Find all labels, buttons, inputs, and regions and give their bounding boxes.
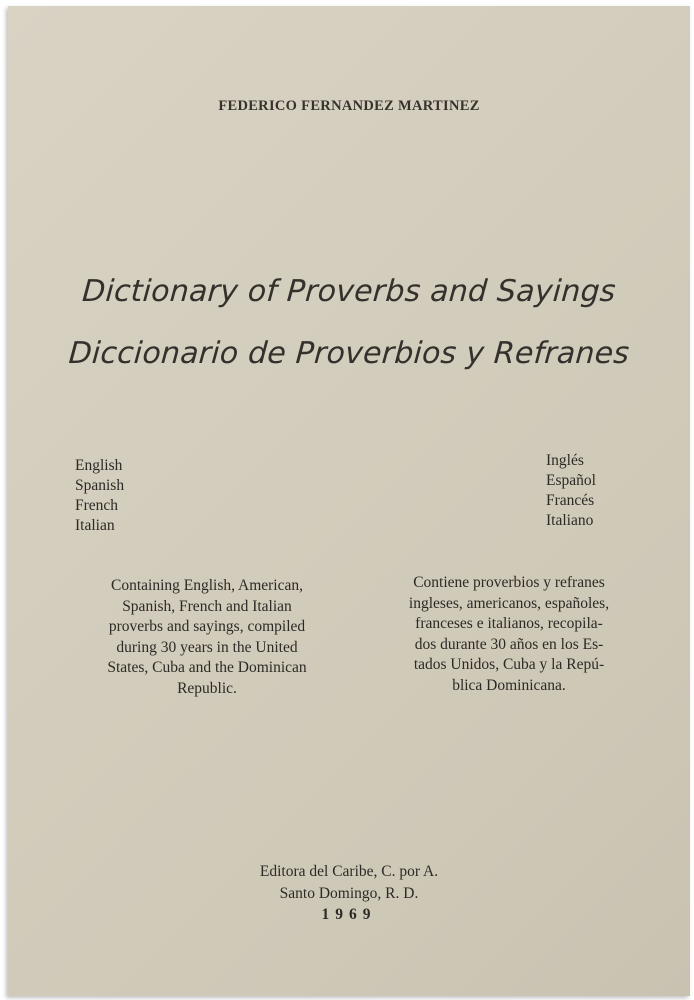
language-item: Italiano <box>546 512 594 529</box>
description-line: Contiene proverbios y refranes <box>413 574 605 591</box>
description-line: Spanish, French and Italian <box>122 597 292 615</box>
description-line: Containing English, American, <box>110 577 303 594</box>
language-item: Italian <box>75 517 115 534</box>
description-english <box>72 576 342 699</box>
description-line: tados Unidos, Cuba y la Repú- <box>413 656 605 673</box>
language-item: Español <box>546 472 596 489</box>
title-spanish: Diccionario de Proverbios y Refranes <box>67 336 631 371</box>
publisher-name: Editora del Caribe, C. por A. <box>259 863 439 880</box>
description-spanish <box>378 573 640 696</box>
language-item: French <box>75 497 119 514</box>
description-line: States, Cuba and the Dominican <box>107 659 307 676</box>
publisher-city: Santo Domingo, R. D. <box>279 885 419 902</box>
language-item: Inglés <box>546 452 584 469</box>
title-english: Dictionary of Proverbs and Sayings <box>81 274 617 309</box>
description-line: ingleses, americanos, españoles, <box>408 594 610 612</box>
description-line: blica Dominicana. <box>452 676 566 694</box>
description-line: during 30 years in the United <box>116 638 298 656</box>
author-name: FEDERICO FERNANDEZ MARTINEZ <box>218 98 480 114</box>
language-item: Spanish <box>75 477 125 494</box>
description-line: dos durante 30 años en los Es- <box>414 635 604 653</box>
languages-english-list <box>75 456 124 536</box>
language-item: English <box>75 457 123 474</box>
publication-year: 1969 <box>321 906 377 923</box>
languages-spanish-list <box>546 451 596 531</box>
description-line: proverbs and sayings, compiled <box>108 618 306 635</box>
description-line: Republic. <box>177 679 237 697</box>
language-item: Francés <box>546 492 595 509</box>
book-cover <box>8 6 690 996</box>
description-line: franceses e italianos, recopila- <box>415 615 603 632</box>
